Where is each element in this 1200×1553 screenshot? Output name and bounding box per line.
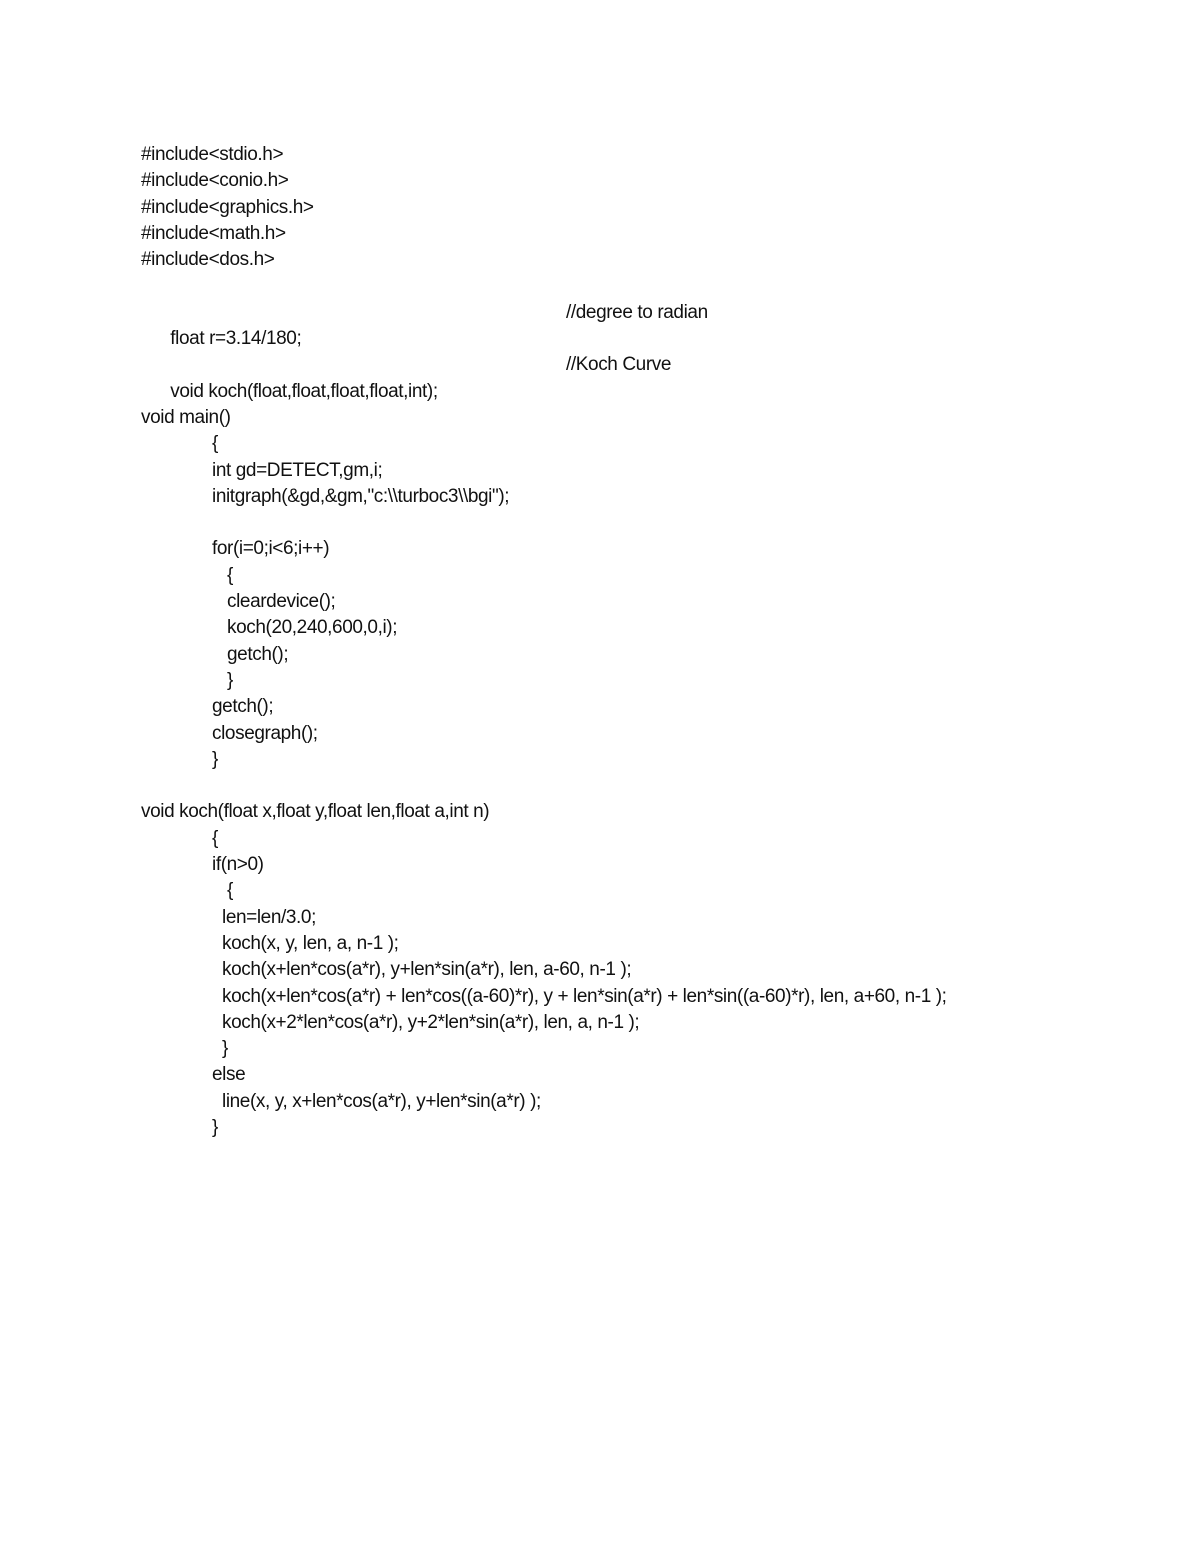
include-line: #include<conio.h>	[141, 170, 289, 192]
code-line: {	[212, 433, 218, 455]
radian-declaration-line	[141, 300, 1141, 350]
code-line: koch(x, y, len, a, n-1 );	[222, 932, 399, 954]
code-line: if(n>0)	[212, 854, 264, 876]
source-code-listing	[141, 142, 1141, 1141]
blank-line	[141, 273, 1141, 299]
code-line: void main()	[141, 406, 231, 428]
code-line: initgraph(&gd,&gm,"c:\\turboc3\\bgi");	[212, 485, 510, 507]
code-line: koch(x+len*cos(a*r) + len*cos((a-60)*r), y + len*sin(a*r) + len*sin((a-60)*r), len, a+60, n-1 );	[222, 985, 947, 1007]
code-line: getch();	[227, 643, 289, 665]
code-line: line(x, y, x+len*cos(a*r), y+len*sin(a*r) );	[222, 1090, 541, 1112]
code-line: else	[212, 1064, 246, 1086]
koch-prototype-line	[141, 352, 1141, 402]
include-line: #include<math.h>	[141, 222, 286, 244]
code-line: for(i=0;i<6;i++)	[212, 538, 330, 560]
include-line: #include<dos.h>	[141, 249, 275, 271]
code-line: cleardevice();	[227, 591, 336, 613]
code-line: void koch(float x,float y,float len,float a,int n)	[141, 801, 490, 823]
code-line: {	[227, 880, 233, 902]
code-line: getch();	[212, 696, 274, 718]
code-line: koch(x+2*len*cos(a*r), y+2*len*sin(a*r), len, a, n-1 );	[222, 1011, 640, 1033]
code-text: float r=3.14/180;	[170, 328, 302, 350]
code-line: int gd=DETECT,gm,i;	[212, 459, 383, 481]
code-line: }	[212, 1116, 218, 1138]
include-line: #include<graphics.h>	[141, 196, 314, 218]
code-comment: //degree to radian	[566, 301, 708, 323]
code-line: koch(20,240,600,0,i);	[227, 617, 398, 639]
code-line: }	[222, 1038, 228, 1060]
blank-line	[141, 773, 1141, 799]
code-line: {	[227, 564, 233, 586]
code-text: void koch(float,float,float,float,int);	[170, 380, 438, 402]
code-line: }	[227, 669, 233, 691]
code-line: {	[212, 827, 218, 849]
code-comment: //Koch Curve	[566, 354, 672, 376]
code-line: len=len/3.0;	[222, 906, 316, 928]
code-line: }	[212, 748, 218, 770]
blank-line	[141, 510, 1141, 536]
code-line: koch(x+len*cos(a*r), y+len*sin(a*r), len, a-60, n-1 );	[222, 959, 632, 981]
code-line: closegraph();	[212, 722, 318, 744]
include-line: #include<stdio.h>	[141, 144, 284, 165]
